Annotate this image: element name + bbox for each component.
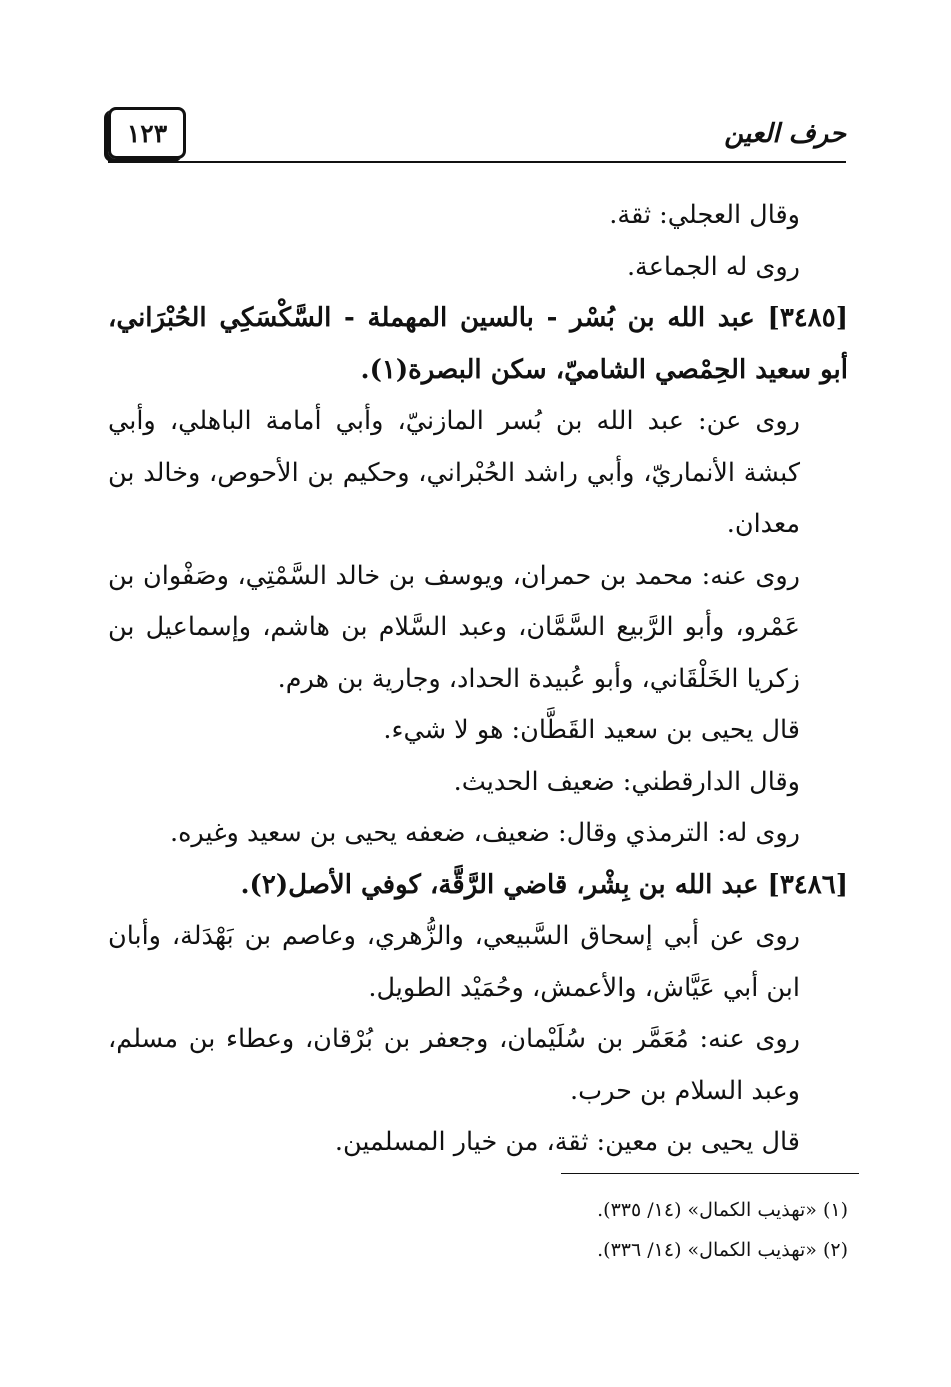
entry-3486-ibn-main-quote: قال يحيى بن معين: ثقة، من خيار المسلمين. [334,1127,800,1157]
entry-3485-qattan-quote: قال يحيى بن سعيد القَطَّان: هو لا شيء. [383,715,800,745]
entry-3485-narrated-by: روى عنه: محمد بن حمران، ويوسف بن خالد السَّمْتِي، وصَفْوان بن عَمْرو، وأبو الرَّبيع السَّمَّان، وعبد السَّلام بن هاشم، وإسماعيل بن زكريا الخَلْقَاني، وأبو عُبيدة الحداد، وجارية بن هرم. [108,560,800,694]
footnote-rule [561,1173,859,1174]
entry-3486-narrated-by: روى عنه: مُعَمَّر بن سُلَيْمان، وجعفر بن بُرْقان، وعطاء بن مسلم، وعبد السلام بن حرب. [108,1024,800,1106]
footnote-2: (٢) «تهذيب الكمال» (١٤/ ٣٣٦). [597,1239,848,1261]
entry-3485-tirmidhi-quote: روى له: الترمذي وقال: ضعيف، ضعفه يحيى بن سعيد وغيره. [169,818,800,848]
entry-heading-3485: [٣٤٨٥] عبد الله بن بُسْر - بالسين المهملة - السَّكْسَكِي الحُبْرَاني، أبو سعيد الحِمْصي الشاميّ، سكن البصرة(١). [108,303,848,385]
footnotes [108,1190,848,1270]
entry-heading-3486: [٣٤٨٦] عبد الله بن بِشْر، قاضي الرَّقَّة، كوفي الأصل(٢). [240,869,848,900]
header-rule [108,161,846,163]
running-header [108,105,846,165]
paragraph-ijli-quote: وقال العجلي: ثقة. [609,200,800,230]
main-text [108,190,848,1169]
page-number: ١٢٣ [108,107,186,159]
entry-3486-narrated-from: روى عن أبي إسحاق السَّبيعي، والزُّهري، وعاصم بن بَهْدَلة، وأبان ابن أبي عَيَّاش، والأعمش، وحُمَيْد الطويل. [108,921,800,1003]
running-title: حرف العين [724,119,846,149]
paragraph-narrated-by-all: روى له الجماعة. [626,251,800,282]
footnote-1: (١) «تهذيب الكمال» (١٤/ ٣٣٥). [597,1199,848,1221]
entry-3485-narrated-from: روى عن: عبد الله بن بُسر المازنيّ، وأبي أمامة الباهلي، وأبي كبشة الأنماريّ، وأبي راشد الحُبْراني، وحكيم بن الأحوص، وخالد بن معدان. [108,406,800,539]
entry-3485-daraqutni-quote: وقال الدارقطني: ضعيف الحديث. [453,766,800,797]
